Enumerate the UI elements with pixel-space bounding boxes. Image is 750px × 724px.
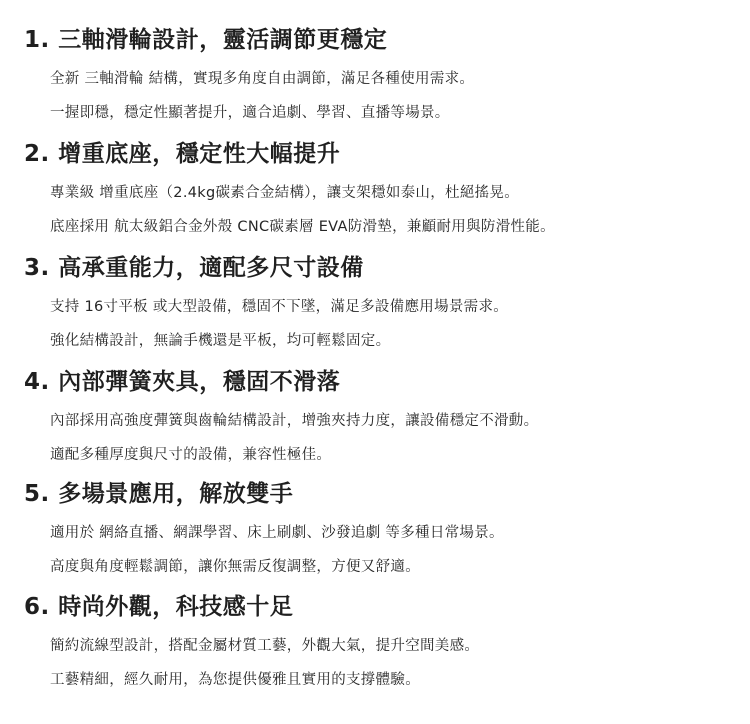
section-text-line: 適用於 網絡直播、網課學習、床上刷劇、沙發追劇 等多種日常場景。 [50,525,504,541]
section-text-line: 簡約流線型設計，搭配金屬材質工藝，外觀大氣，提升空間美感。 [50,638,480,654]
section-text-line: 專業級 增重底座（2.4kg碳素合金結構），讓支架穩如泰山，杜絕搖晃。 [50,185,520,201]
section-text-line: 底座採用 航太級鋁合金外殼 CNC碳素層 EVA防滑墊，兼顧耐用與防滑性能。 [50,219,555,235]
section-text-line: 適配多種厚度與尺寸的設備，兼容性極佳。 [50,447,332,463]
section-text-line: 一握即穩，穩定性顯著提升，適合追劇、學習、直播等場景。 [50,105,450,121]
section-heading: 4. 內部彈簧夾具，穩固不滑落 [24,369,341,395]
section-text-line: 全新 三軸滑輪 結構，實現多角度自由調節，滿足各種使用需求。 [50,71,475,87]
section-text-line: 高度與角度輕鬆調節，讓你無需反復調整，方便又舒適。 [50,559,420,575]
section-heading: 2. 增重底座，穩定性大幅提升 [24,141,341,167]
section-text-line: 支持 16寸平板 或大型設備，穩固不下墜，滿足多設備應用場景需求。 [50,299,509,315]
section-heading: 3. 高承重能力，適配多尺寸設備 [24,255,364,281]
section-heading: 1. 三軸滑輪設計，靈活調節更穩定 [24,27,388,53]
section-text-line: 強化結構設計，無論手機還是平板，均可輕鬆固定。 [50,333,391,349]
section-heading: 6. 時尚外觀，科技感十足 [24,594,294,620]
section-heading: 5. 多場景應用，解放雙手 [24,481,294,507]
section-text-line: 工藝精細，經久耐用，為您提供優雅且實用的支撐體驗。 [50,672,420,688]
section-text-line: 內部採用高強度彈簧與齒輪結構設計，增強夾持力度，讓設備穩定不滑動。 [50,413,539,429]
